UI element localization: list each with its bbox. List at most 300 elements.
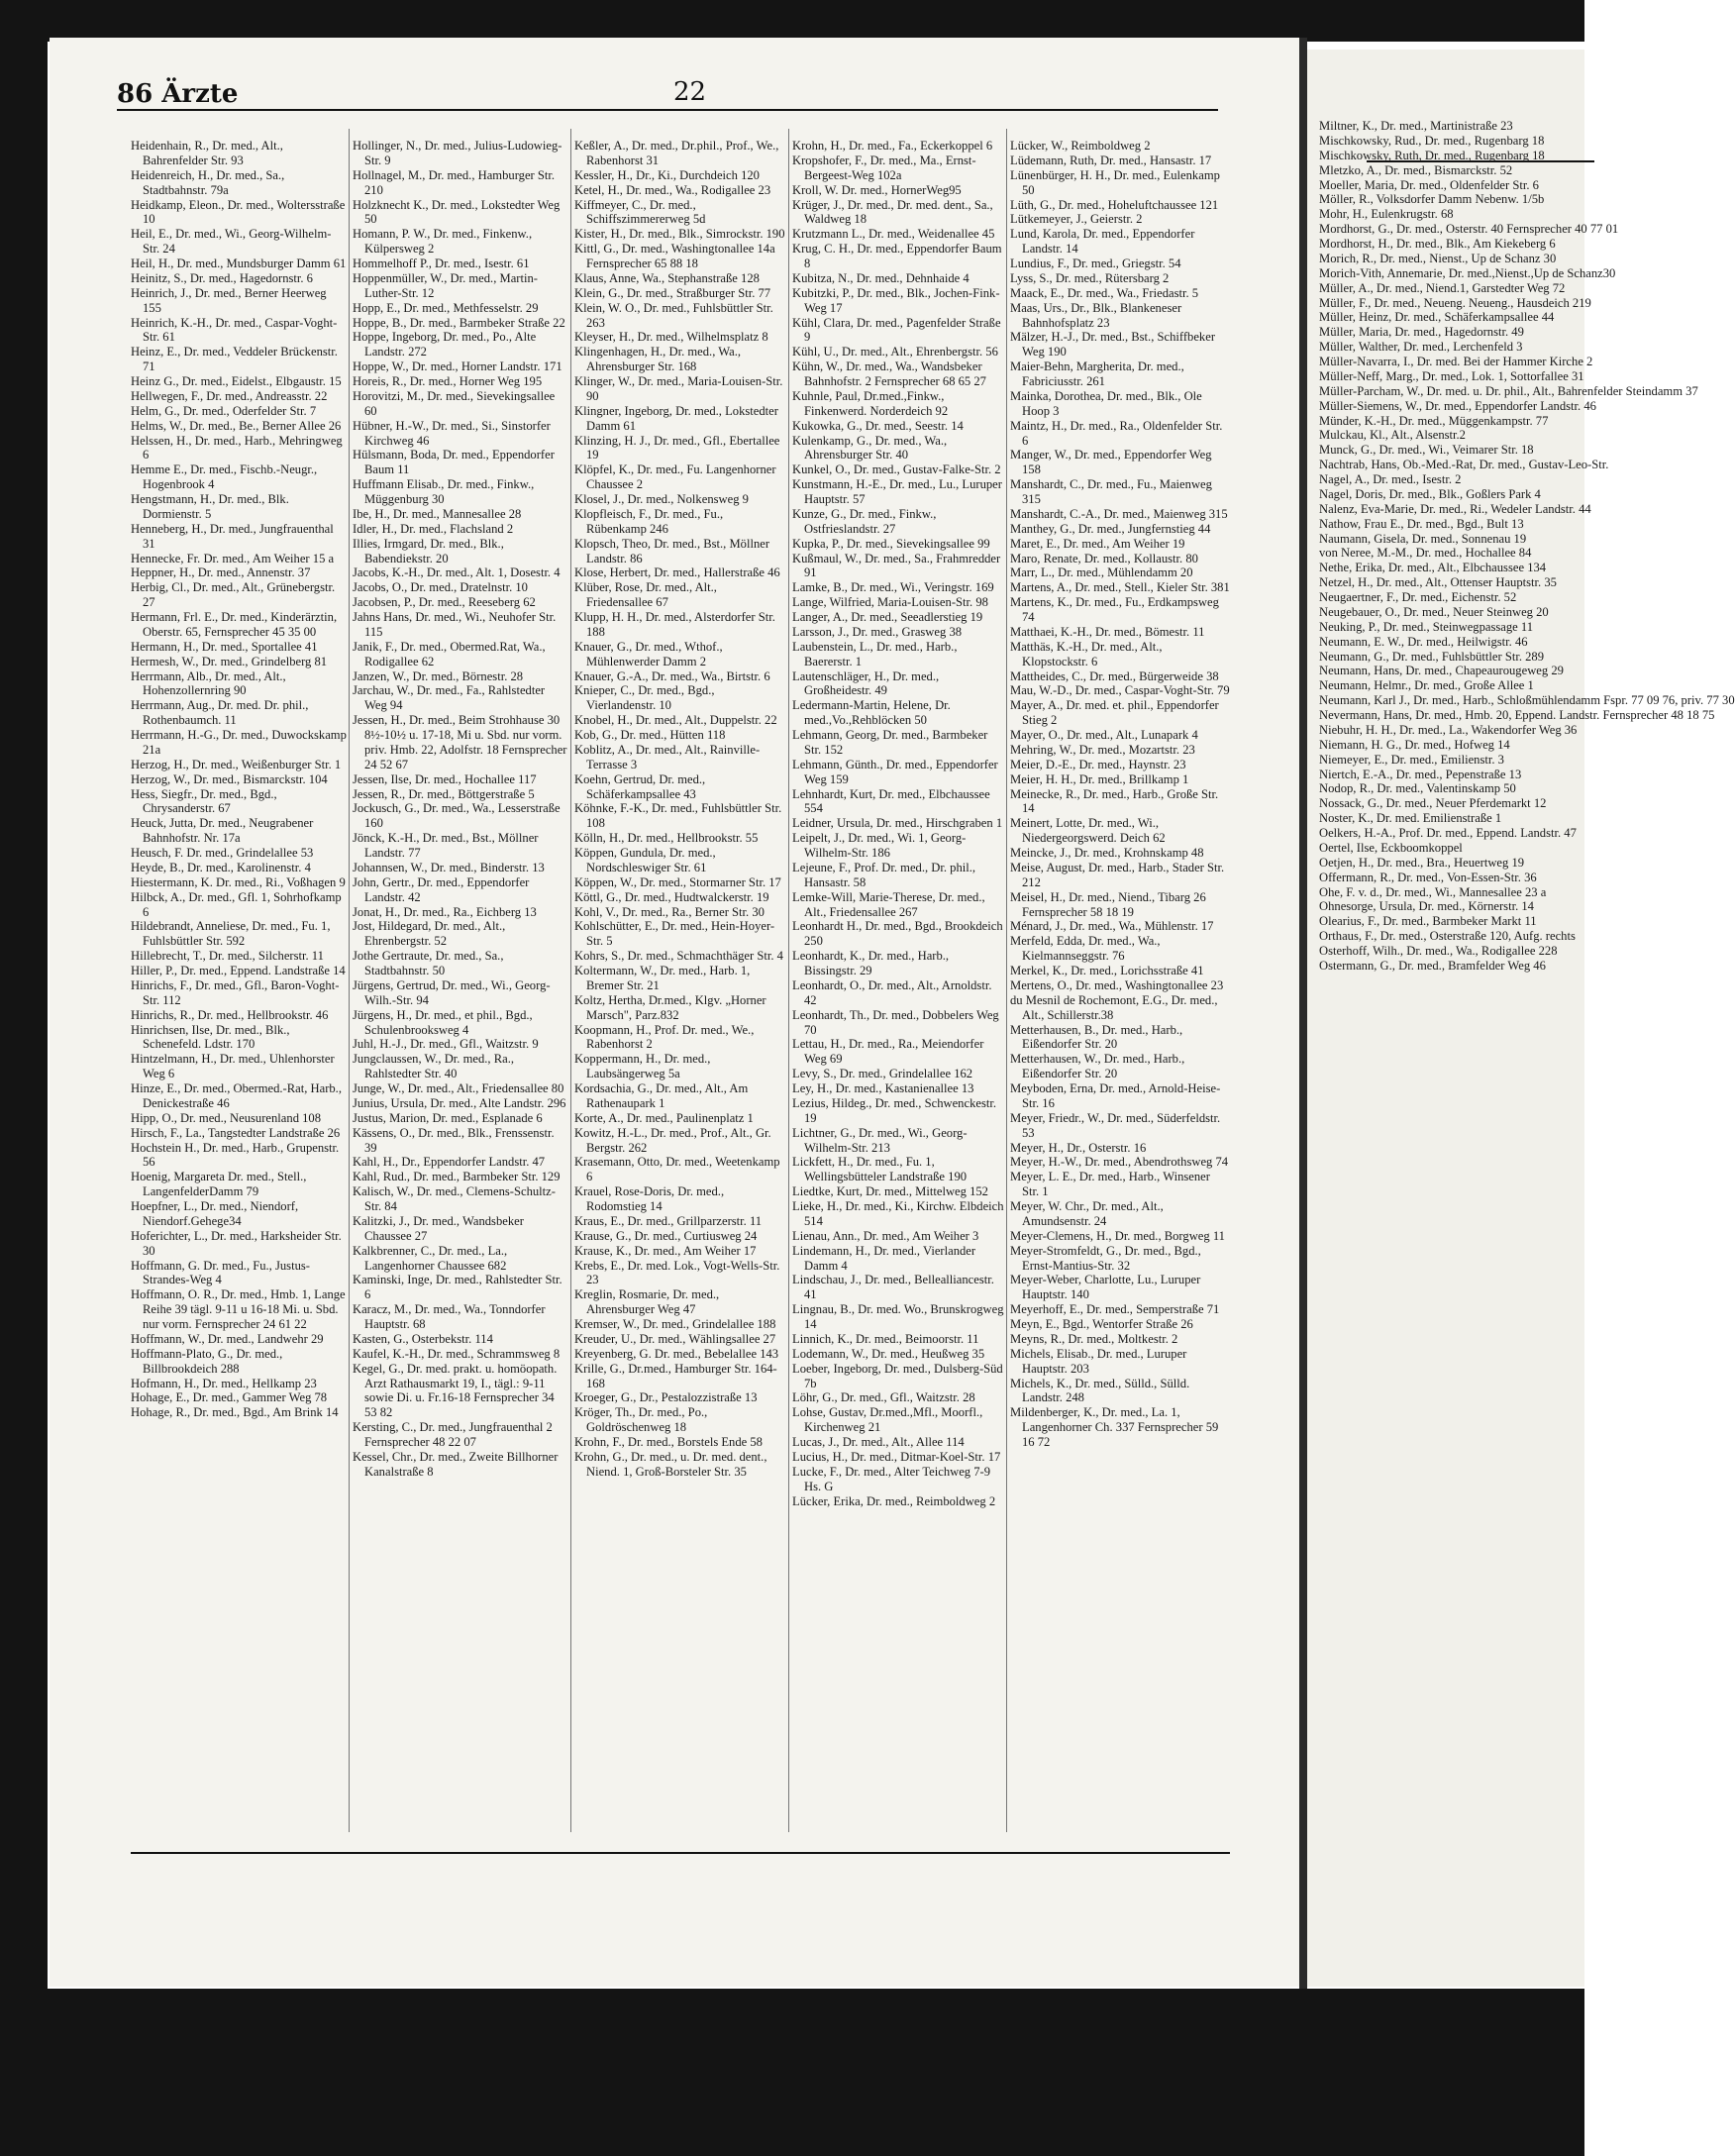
directory-entry: Hermesh, W., Dr. med., Grindelberg 81 <box>131 654 328 668</box>
directory-entry: Kußmaul, W., Dr. med., Sa., Frahmredder 91 <box>792 551 1001 580</box>
directory-entry: Ostermann, G., Dr. med., Bramfelder Weg 46 <box>1319 958 1546 973</box>
directory-entry: Kreyenberg, G. Dr. med., Bebelallee 143 <box>574 1346 779 1361</box>
directory-entry: Meyer, Friedr., W., Dr. med., Süderfeldstr. 53 <box>1010 1110 1221 1140</box>
directory-entry: Lucius, H., Dr. med., Ditmar-Koel-Str. 17 <box>792 1449 1001 1464</box>
directory-entry: Niemann, H. G., Dr. med., Hofweg 14 <box>1319 737 1510 752</box>
directory-entry: Hengstmann, H., Dr. med., Blk. Dormienstr. 5 <box>131 492 289 521</box>
directory-entry: Kahl, Rud., Dr. med., Barmbeker Str. 129 <box>353 1170 561 1184</box>
directory-column-2 <box>353 139 568 1480</box>
directory-entry: Koppermann, H., Dr. med., Laubsängerweg 5a <box>574 1052 711 1081</box>
directory-entry: Koopmann, H., Prof. Dr. med., We., Rabenhorst 2 <box>574 1022 755 1052</box>
directory-entry: Munck, G., Dr. med., Wi., Veimarer Str. 18 <box>1319 443 1534 458</box>
directory-entry: Lange, Wilfried, Maria-Louisen-Str. 98 <box>792 595 988 610</box>
directory-entry: Klein, G., Dr. med., Straßburger Str. 77 <box>574 285 771 300</box>
directory-entry: Nagel, A., Dr. med., Isestr. 2 <box>1319 472 1462 486</box>
directory-entry: Levy, S., Dr. med., Grindelallee 162 <box>792 1067 973 1081</box>
directory-entry: Leonhardt H., Dr. med., Bgd., Brookdeich 250 <box>792 919 1003 949</box>
directory-entry: Müller-Navarra, I., Dr. med. Bei der Hammer Kirche 2 <box>1319 355 1593 368</box>
directory-entry: Kahl, H., Dr., Eppendorfer Landstr. 47 <box>353 1155 546 1170</box>
directory-entry: Hoppe, Ingeborg, Dr. med., Po., Alte Landstr. 272 <box>353 330 537 359</box>
directory-entry: Moeller, Maria, Dr. med., Oldenfelder Str. 6 <box>1319 177 1539 192</box>
directory-entry: Klingenhagen, H., Dr. med., Wa., Ahrensburger Str. 168 <box>574 345 742 374</box>
directory-entry: Krohn, F., Dr. med., Borstels Ende 58 <box>574 1435 763 1449</box>
directory-entry: Herzog, W., Dr. med., Bismarckstr. 104 <box>131 771 328 786</box>
directory-entry: Kegel, G., Dr. med. prakt. u. homöopath. Arzt Rathausmarkt 19, I., tägl.: 9-11 sowie Di. u. Fr.16-18 Fernsprecher 34 53 82 <box>353 1361 558 1420</box>
directory-entry: Osterhoff, Wilh., Dr. med., Wa., Rodigallee 228 <box>1319 944 1558 958</box>
directory-entry: Oelkers, H.-A., Prof. Dr. med., Eppend. Landstr. 47 <box>1319 826 1577 840</box>
directory-entry: Lucas, J., Dr. med., Alt., Allee 114 <box>792 1435 965 1449</box>
directory-entry: Kroll, W. Dr. med., HornerWeg95 <box>792 182 962 197</box>
directory-entry: Meier, H. H., Dr. med., Brillkamp 1 <box>1010 771 1189 786</box>
directory-entry: Köhnke, F.-K., Dr. med., Fuhlsbüttler Str. 108 <box>574 801 782 831</box>
directory-entry: Knauer, G.-A., Dr. med., Wa., Birtstr. 6 <box>574 668 770 683</box>
directory-entry: Knobel, H., Dr. med., Alt., Duppelstr. 22 <box>574 713 777 728</box>
directory-entry: Meincke, J., Dr. med., Krohnskamp 48 <box>1010 846 1204 860</box>
column-divider <box>349 129 350 1832</box>
directory-entry: Mischkowsky, Ruth, Dr. med., Rugenbarg 18 <box>1319 148 1545 162</box>
directory-entry: Hinrichs, F., Dr. med., Gfl., Baron-Voght-Str. 112 <box>131 977 340 1007</box>
directory-entry: Müller, F., Dr. med., Neueng. Neueng., Hausdeich 219 <box>1319 295 1591 310</box>
directory-entry: Hilbck, A., Dr. med., Gfl. 1, Sohrhofkamp 6 <box>131 889 342 919</box>
directory-entry: Jessen, H., Dr. med., Beim Strohhause 30 8½-10½ u. 17-18, Mi u. Sbd. nur vorm. priv. Hmb. 22, Adolfstr. 18 Fernsprecher 24 52 67 <box>353 713 567 771</box>
directory-entry: Metterhausen, B., Dr. med., Harb., Eißendorfer Str. 20 <box>1010 1022 1183 1052</box>
directory-entry: Hoffmann, G. Dr. med., Fu., Justus-Strandes-Weg 4 <box>131 1258 310 1287</box>
directory-entry: Hohage, E., Dr. med., Gammer Weg 78 <box>131 1390 328 1405</box>
directory-entry: Meyer-Weber, Charlotte, Lu., Luruper Hauptstr. 140 <box>1010 1273 1201 1302</box>
directory-entry: Kister, H., Dr. med., Blk., Simrockstr. 190 <box>574 227 785 242</box>
directory-entry: Lücker, Erika, Dr. med., Reimboldweg 2 <box>792 1493 996 1508</box>
directory-entry: Hemme E., Dr. med., Fischb.-Neugr., Hogenbrook 4 <box>131 462 318 492</box>
directory-entry: Klaus, Anne, Wa., Stephanstraße 128 <box>574 270 760 285</box>
directory-entry: Neugaertner, F., Dr. med., Eichenstr. 52 <box>1319 590 1517 604</box>
directory-entry: Lieke, H., Dr. med., Ki., Kirchw. Elbdeich 514 <box>792 1199 1004 1228</box>
directory-entry: Niebuhr, H. H., Dr. med., La., Wakendorfer Weg 36 <box>1319 722 1578 737</box>
directory-column-1 <box>131 139 347 1420</box>
footer-rule <box>131 1852 1230 1854</box>
directory-entry: Lohse, Gustav, Dr.med.,Mfl., Moorfl., Kirchenweg 21 <box>792 1405 983 1435</box>
directory-entry: Nagel, Doris, Dr. med., Blk., Goßlers Park 4 <box>1319 486 1541 501</box>
directory-entry: Langer, A., Dr. med., Seeadlerstieg 19 <box>792 610 983 624</box>
directory-entry: Klingner, Ingeborg, Dr. med., Lokstedter Damm 61 <box>574 403 778 433</box>
directory-entry: Naumann, Gisela, Dr. med., Sonnenau 19 <box>1319 531 1527 546</box>
directory-entry: Jessen, Ilse, Dr. med., Hochallee 117 <box>353 771 537 786</box>
directory-entry: du Mesnil de Rochemont, E.G., Dr. med., Alt., Schillerstr.38 <box>1010 992 1218 1022</box>
directory-entry: Huffmann Elisab., Dr. med., Finkw., Müggenburg 30 <box>353 477 535 506</box>
directory-entry: Meyns, R., Dr. med., Moltkestr. 2 <box>1010 1331 1178 1346</box>
directory-entry: Homann, P. W., Dr. med., Finkenw., Külpersweg 2 <box>353 227 533 257</box>
directory-entry: Nethe, Erika, Dr. med., Alt., Elbchaussee 134 <box>1319 561 1547 575</box>
directory-entry: Kühn, W., Dr. med., Wa., Wandsbeker Bahnhofstr. 2 Fernsprecher 68 65 27 <box>792 359 986 388</box>
directory-entry: Kohl, V., Dr. med., Ra., Berner Str. 30 <box>574 904 765 919</box>
directory-entry: Hoffmann, O. R., Dr. med., Hmb. 1, Lange Reihe 39 tägl. 9-11 u 16-18 Mi. u. Sbd. nur vorm. Fernsprecher 24 61 22 <box>131 1287 346 1331</box>
directory-entry: Michels, K., Dr. med., Sülld., Sülld. Landstr. 248 <box>1010 1376 1190 1405</box>
directory-entry: Krug, C. H., Dr. med., Eppendorfer Baum 8 <box>792 242 1002 270</box>
directory-entry: Müller, Walther, Dr. med., Lerchenfeld 3 <box>1319 340 1523 355</box>
directory-entry: Meinecke, R., Dr. med., Harb., Große Str. 14 <box>1010 786 1219 816</box>
directory-entry: Jockusch, G., Dr. med., Wa., Lesserstraße 160 <box>353 801 561 831</box>
directory-entry: Lindschau, J., Dr. med., Bellealliancestr. 41 <box>792 1273 994 1302</box>
directory-entry: Köppen, W., Dr. med., Stormarner Str. 17 <box>574 874 781 889</box>
directory-entry: Müller-Neff, Marg., Dr. med., Lok. 1, Sottorfallee 31 <box>1319 368 1584 383</box>
directory-entry: Klein, W. O., Dr. med., Fuhlsbüttler Str. 263 <box>574 300 773 330</box>
directory-entry: Lütkemeyer, J., Geierstr. 2 <box>1010 212 1143 227</box>
directory-entry: Meyer, H., Dr., Osterstr. 16 <box>1010 1140 1147 1155</box>
directory-entry: Mertens, O., Dr. med., Washingtonallee 23 <box>1010 977 1224 992</box>
directory-entry: Mayer, O., Dr. med., Alt., Lunapark 4 <box>1010 728 1198 742</box>
directory-entry: Neumann, E. W., Dr. med., Heilwigstr. 46 <box>1319 634 1528 649</box>
directory-entry: Mattheides, C., Dr. med., Bürgerweide 38 <box>1010 668 1219 683</box>
directory-entry: Kowitz, H.-L., Dr. med., Prof., Alt., Gr. Bergstr. 262 <box>574 1125 771 1155</box>
directory-entry: Krille, G., Dr.med., Hamburger Str. 164-168 <box>574 1361 777 1390</box>
directory-entry: Jacobs, O., Dr. med., Dratelnstr. 10 <box>353 580 528 595</box>
directory-entry: Merkel, K., Dr. med., Lorichsstraße 41 <box>1010 964 1204 977</box>
directory-entry: Heusch, F. Dr. med., Grindelallee 53 <box>131 846 314 860</box>
directory-entry: Hollnagel, M., Dr. med., Hamburger Str. 210 <box>353 167 556 197</box>
directory-entry: Kaminski, Inge, Dr. med., Rahlstedter Str. 6 <box>353 1273 562 1302</box>
directory-entry: Herrmann, Alb., Dr. med., Alt., Hohenzollernring 90 <box>131 668 286 698</box>
directory-entry: Ibe, H., Dr. med., Mannesallee 28 <box>353 506 522 521</box>
directory-entry: Hohage, R., Dr. med., Bgd., Am Brink 14 <box>131 1405 339 1420</box>
directory-entry: Mau, W.-D., Dr. med., Caspar-Voght-Str. 79 <box>1010 683 1230 698</box>
directory-entry: Lund, Karola, Dr. med., Eppendorfer Landstr. 14 <box>1010 227 1195 257</box>
directory-entry: Nachtrab, Hans, Ob.-Med.-Rat, Dr. med., Gustav-Leo-Str. <box>1319 458 1609 472</box>
directory-entry: Illies, Irmgard, Dr. med., Blk., Babendiekstr. 20 <box>353 536 504 565</box>
directory-entry: Keßler, A., Dr. med., Dr.phil., Prof., We., Rabenhorst 31 <box>574 139 779 167</box>
directory-entry: Heidkamp, Eleon., Dr. med., Woltersstraße 10 <box>131 197 346 227</box>
directory-entry: Hülsmann, Boda, Dr. med., Eppendorfer Baum 11 <box>353 448 555 477</box>
directory-entry: Meyer-Clemens, H., Dr. med., Borgweg 11 <box>1010 1228 1225 1243</box>
directory-entry: Koltermann, W., Dr. med., Harb. 1, Bremer Str. 21 <box>574 964 751 992</box>
directory-entry: Offermann, R., Dr. med., Von-Essen-Str. 36 <box>1319 870 1537 884</box>
directory-entry: Mainka, Dorothea, Dr. med., Blk., Ole Hoop 3 <box>1010 388 1202 418</box>
directory-entry: Holzknecht K., Dr. med., Lokstedter Weg 50 <box>353 197 561 227</box>
directory-entry: Möller, R., Volksdorfer Damm Nebenw. 1/5b <box>1319 192 1545 207</box>
directory-entry: Klinzing, H. J., Dr. med., Gfl., Ebertallee 19 <box>574 433 780 462</box>
directory-entry: Mehring, W., Dr. med., Mozartstr. 23 <box>1010 742 1195 757</box>
directory-entry: Meise, August, Dr. med., Harb., Stader Str. 212 <box>1010 860 1225 889</box>
directory-entry: Neugebauer, O., Dr. med., Neuer Steinweg 20 <box>1319 604 1549 619</box>
directory-entry: Merfeld, Edda, Dr. med., Wa., Kielmannseggstr. 76 <box>1010 934 1161 964</box>
directory-entry: Laubenstein, L., Dr. med., Harb., Baererstr. 1 <box>792 639 958 668</box>
directory-entry: Nevermann, Hans, Dr. med., Hmb. 20, Eppend. Landstr. Fernsprecher 48 18 75 <box>1319 708 1715 722</box>
directory-entry: Kühl, U., Dr. med., Alt., Ehrenbergstr. 56 <box>792 345 998 359</box>
directory-entry: Hiestermann, K. Dr. med., Ri., Voßhagen 9 <box>131 874 346 889</box>
directory-entry: Lüdemann, Ruth, Dr. med., Hansastr. 17 <box>1010 153 1212 167</box>
directory-entry: Herrmann, H.-G., Dr. med., Duwockskamp 21a <box>131 728 347 757</box>
directory-entry: Kraus, E., Dr. med., Grillparzerstr. 11 <box>574 1213 763 1228</box>
directory-entry: Ledermann-Martin, Helene, Dr. med.,Vo.,Rehblöcken 50 <box>792 698 951 728</box>
directory-entry: Janik, F., Dr. med., Obermed.Rat, Wa., Rodigallee 62 <box>353 639 546 668</box>
right-page-column <box>1307 119 1735 974</box>
directory-entry: Heil, H., Dr. med., Mundsburger Damm 61 <box>131 257 347 270</box>
directory-entry: Jönck, K.-H., Dr. med., Bst., Möllner Landstr. 77 <box>353 831 539 860</box>
directory-entry: Münder, K.-H., Dr. med., Müggenkampstr. 77 <box>1319 413 1549 428</box>
directory-entry: Kessel, Chr., Dr. med., Zweite Billhorner Kanalstraße 8 <box>353 1449 559 1479</box>
directory-entry: Koehn, Gertrud, Dr. med., Schäferkampsallee 43 <box>574 771 706 801</box>
directory-entry: Krohn, H., Dr. med., Fa., Eckerkoppel 6 <box>792 139 993 153</box>
directory-entry: Jarchau, W., Dr. med., Fa., Rahlstedter Weg 94 <box>353 683 546 713</box>
directory-entry: Maas, Urs., Dr., Blk., Blankeneser Bahnhofsplatz 23 <box>1010 300 1182 330</box>
directory-entry: Koblitz, A., Dr. med., Alt., Rainville-Terrasse 3 <box>574 742 761 771</box>
directory-entry: Lünenbürger, H. H., Dr. med., Eulenkamp 50 <box>1010 167 1220 197</box>
directory-entry: Kohlschütter, E., Dr. med., Hein-Hoyer-Str. 5 <box>574 919 775 949</box>
directory-entry: Meier, D.-E., Dr. med., Haynstr. 23 <box>1010 757 1186 771</box>
directory-entry: Lodemann, W., Dr. med., Heußweg 35 <box>792 1346 985 1361</box>
directory-entry: Hopp, E., Dr. med., Methfesselstr. 29 <box>353 300 539 315</box>
directory-entry: Liedtke, Kurt, Dr. med., Mittelweg 152 <box>792 1184 988 1199</box>
directory-entry: Korte, A., Dr. med., Paulinenplatz 1 <box>574 1110 754 1125</box>
directory-entry: Kalitzki, J., Dr. med., Wandsbeker Chaussee 27 <box>353 1213 524 1243</box>
directory-entry: Hellwegen, F., Dr. med., Andreasstr. 22 <box>131 388 328 403</box>
directory-entry: Heidenhain, R., Dr. med., Alt., Bahrenfelder Str. 93 <box>131 139 283 167</box>
directory-entry: Heinrich, K.-H., Dr. med., Caspar-Voght-Str. 61 <box>131 315 338 345</box>
directory-entry: Loeber, Ingeborg, Dr. med., Dulsberg-Süd 7b <box>792 1361 1003 1390</box>
directory-entry: Krasemann, Otto, Dr. med., Weetenkamp 6 <box>574 1155 780 1184</box>
directory-entry: Helssen, H., Dr. med., Harb., Mehringweg 6 <box>131 433 343 462</box>
directory-column-3 <box>574 139 786 1480</box>
directory-entry: Hinrichsen, Ilse, Dr. med., Blk., Schenefeld. Ldstr. 170 <box>131 1022 290 1052</box>
directory-entry: Kukowka, G., Dr. med., Seestr. 14 <box>792 418 964 433</box>
directory-entry: Hoppe, B., Dr. med., Barmbeker Straße 22 <box>353 315 565 330</box>
directory-entry: Leonhardt, Th., Dr. med., Dobbelers Weg 70 <box>792 1007 999 1037</box>
directory-entry: Krohn, G., Dr. med., u. Dr. med. dent., Niend. 1, Groß-Borsteler Str. 35 <box>574 1449 767 1479</box>
directory-entry: Kiffmeyer, C., Dr. med., Schiffszimmererweg 5d <box>574 197 706 227</box>
directory-entry: Heidenreich, H., Dr. med., Sa., Stadtbahnstr. 79a <box>131 167 285 197</box>
directory-entry: Leipelt, J., Dr. med., Wi. 1, Georg-Wilhelm-Str. 186 <box>792 831 967 860</box>
directory-entry: Manger, W., Dr. med., Eppendorfer Weg 158 <box>1010 448 1212 477</box>
directory-entry: Linnich, K., Dr. med., Beimoorstr. 11 <box>792 1331 979 1346</box>
scan-border-bottom <box>0 1989 1584 2156</box>
directory-entry: Heinz, E., Dr. med., Veddeler Brückenstr. 71 <box>131 345 338 374</box>
directory-entry: Oetjen, H., Dr. med., Bra., Heuertweg 19 <box>1319 855 1525 870</box>
directory-entry: Manshardt, C., Dr. med., Fu., Maienweg 315 <box>1010 477 1212 506</box>
directory-entry: Mulckau, Kl., Alt., Alsenstr.2 <box>1319 428 1466 443</box>
directory-entry: Köppen, Gundula, Dr. med., Nordschleswiger Str. 61 <box>574 846 716 874</box>
directory-entry: Hoffmann, W., Dr. med., Landwehr 29 <box>131 1331 324 1346</box>
directory-entry: Müller, A., Dr. med., Niend.1, Garstedter Weg 72 <box>1319 280 1566 295</box>
directory-entry: Morich-Vith, Annemarie, Dr. med.,Nienst.,Up de Schanz30 <box>1319 265 1616 280</box>
directory-entry: Jungclaussen, W., Dr. med., Ra., Rahlstedter Str. 40 <box>353 1052 515 1081</box>
directory-entry: von Neree, M.-M., Dr. med., Hochallee 84 <box>1319 546 1532 561</box>
directory-entry: Maret, E., Dr. med., Am Weiher 19 <box>1010 536 1185 551</box>
directory-entry: Hinze, E., Dr. med., Obermed.-Rat, Harb., Denickestraße 46 <box>131 1081 342 1110</box>
directory-entry: Ohnesorge, Ursula, Dr. med., Körnerstr. 14 <box>1319 899 1534 914</box>
directory-entry: Jacobs, K.-H., Dr. med., Alt. 1, Dosestr. 4 <box>353 565 561 580</box>
directory-entry: Lücker, W., Reimboldweg 2 <box>1010 139 1151 153</box>
directory-entry: Lezius, Hildeg., Dr. med., Schwenckestr. 19 <box>792 1095 997 1125</box>
directory-entry: Hess, Siegfr., Dr. med., Bgd., Chrysanderstr. 67 <box>131 786 277 816</box>
directory-entry: Lettau, H., Dr. med., Ra., Meiendorfer Weg 69 <box>792 1037 984 1067</box>
directory-entry: Hermann, Frl. E., Dr. med., Kinderärztin, Oberstr. 65, Fernsprecher 45 35 00 <box>131 610 338 639</box>
directory-entry: Horeis, R., Dr. med., Horner Weg 195 <box>353 374 543 388</box>
directory-entry: Jürgens, H., Dr. med., et phil., Bgd., Schulenbrooksweg 4 <box>353 1007 533 1037</box>
directory-entry: Herzog, H., Dr. med., Weißenburger Str. 1 <box>131 757 342 771</box>
scan-border-left <box>0 0 48 2156</box>
directory-entry: Klupp, H. H., Dr. med., Alsterdorfer Str. 188 <box>574 610 775 639</box>
directory-entry: Olearius, F., Dr. med., Barmbeker Markt 11 <box>1319 914 1537 929</box>
directory-entry: Meyer-Stromfeldt, G., Dr. med., Bgd., Ernst-Mantius-Str. 32 <box>1010 1243 1201 1273</box>
directory-entry: Hoppenmüller, W., Dr. med., Martin-Luther-Str. 12 <box>353 270 538 300</box>
directory-entry: Lindemann, H., Dr. med., Vierlander Damm 4 <box>792 1243 976 1273</box>
directory-entry: Johannsen, W., Dr. med., Binderstr. 13 <box>353 860 545 874</box>
directory-entry: Niemeyer, E., Dr. med., Emilienstr. 3 <box>1319 752 1504 767</box>
directory-entry: Matthäs, K.-H., Dr. med., Alt., Klopstockstr. 6 <box>1010 639 1163 668</box>
directory-entry: Neumann, Karl J., Dr. med., Harb., Schloßmühlendamm Fspr. 77 09 76, priv. 77 30 <box>1319 693 1735 708</box>
directory-entry: Lamke, B., Dr. med., Wi., Veringstr. 169 <box>792 580 994 595</box>
directory-entry: Hoffmann-Plato, G., Dr. med., Billbrookdeich 288 <box>131 1346 283 1376</box>
directory-entry: Karacz, M., Dr. med., Wa., Tonndorfer Hauptstr. 68 <box>353 1302 546 1331</box>
directory-entry: Neuking, P., Dr. med., Steinwegpassage 11 <box>1319 619 1534 634</box>
directory-entry: Lüth, G., Dr. med., Hoheluftchaussee 121 <box>1010 197 1219 212</box>
directory-entry: Jothe Gertraute, Dr. med., Sa., Stadtbahnstr. 50 <box>353 949 504 977</box>
directory-entry: Leidner, Ursula, Dr. med., Hirschgraben 1 <box>792 816 1003 831</box>
directory-entry: Nalenz, Eva-Marie, Dr. med., Ri., Wedeler Landstr. 44 <box>1319 501 1591 516</box>
directory-entry: Heuck, Jutta, Dr. med., Neugrabener Bahnhofstr. Nr. 17a <box>131 816 314 846</box>
directory-entry: Hinrichs, R., Dr. med., Hellbrookstr. 46 <box>131 1007 329 1022</box>
directory-entry: Kölln, H., Dr. med., Hellbrookstr. 55 <box>574 831 759 846</box>
directory-entry: Knauer, G., Dr. med., Wthof., Mühlenwerder Damm 2 <box>574 639 723 668</box>
directory-entry: Larsson, J., Dr. med., Grasweg 38 <box>792 624 963 639</box>
directory-entry: Kreglin, Rosmarie, Dr. med., Ahrensburger Weg 47 <box>574 1287 720 1317</box>
directory-entry: Kordsachia, G., Dr. med., Alt., Am Rathenaupark 1 <box>574 1081 749 1110</box>
directory-entry: Heinitz, S., Dr. med., Hagedornstr. 6 <box>131 270 313 285</box>
directory-entry: Jahns Hans, Dr. med., Wi., Neuhofer Str. 115 <box>353 610 557 639</box>
directory-entry: Krebs, E., Dr. med. Lok., Vogt-Wells-Str. 23 <box>574 1258 780 1287</box>
directory-page-right <box>1307 50 1735 1987</box>
directory-entry: Kunstmann, H.-E., Dr. med., Lu., Luruper Hauptstr. 57 <box>792 477 1002 506</box>
directory-entry: Meyerhoff, E., Dr. med., Semperstraße 71 <box>1010 1302 1220 1317</box>
directory-entry: Lucke, F., Dr. med., Alter Teichweg 7-9 Hs. G <box>792 1464 991 1493</box>
directory-entry: Jürgens, Gertrud, Dr. med., Wi., Georg-Wilh.-Str. 94 <box>353 977 551 1007</box>
directory-entry: Meisel, H., Dr. med., Niend., Tibarg 26 Fernsprecher 58 18 19 <box>1010 889 1206 919</box>
directory-entry: Meyboden, Erna, Dr. med., Arnold-Heise-Str. 16 <box>1010 1081 1221 1110</box>
directory-column-4 <box>792 139 1004 1508</box>
directory-entry: Kühl, Clara, Dr. med., Pagenfelder Straße 9 <box>792 315 1001 345</box>
directory-entry: Hollinger, N., Dr. med., Julius-Ludowieg-Str. 9 <box>353 139 562 167</box>
directory-entry: Maier-Behn, Margherita, Dr. med., Fabriciusstr. 261 <box>1010 359 1184 388</box>
directory-entry: Leonhardt, O., Dr. med., Alt., Arnoldstr. 42 <box>792 977 992 1007</box>
directory-entry: Kubitza, N., Dr. med., Dehnhaide 4 <box>792 270 970 285</box>
directory-entry: Lichtner, G., Dr. med., Wi., Georg-Wilhelm-Str. 213 <box>792 1125 968 1155</box>
directory-entry: Miltner, K., Dr. med., Martinistraße 23 <box>1319 119 1513 133</box>
directory-entry: Ménard, J., Dr. med., Wa., Mühlenstr. 17 <box>1010 919 1214 934</box>
directory-entry: Maro, Renate, Dr. med., Kollaustr. 80 <box>1010 551 1198 565</box>
directory-entry: Martens, A., Dr. med., Stell., Kieler Str. 381 <box>1010 580 1230 595</box>
directory-entry: Mordhorst, G., Dr. med., Osterstr. 40 Fernsprecher 40 77 01 <box>1319 222 1619 237</box>
directory-entry: Martens, K., Dr. med., Fu., Erdkampsweg 74 <box>1010 595 1219 624</box>
directory-entry: Mälzer, H.-J., Dr. med., Bst., Schiffbeker Weg 190 <box>1010 330 1216 359</box>
directory-entry: Kaufel, K.-H., Dr. med., Schrammsweg 8 <box>353 1346 561 1361</box>
column-divider <box>788 129 789 1832</box>
directory-entry: Klose, Herbert, Dr. med., Hallerstraße 46 <box>574 565 780 580</box>
directory-entry: Kob, G., Dr. med., Hütten 118 <box>574 728 726 742</box>
directory-entry: Helms, W., Dr. med., Be., Berner Allee 26 <box>131 418 342 433</box>
directory-entry: Idler, H., Dr. med., Flachsland 2 <box>353 521 514 536</box>
directory-entry: Meyn, E., Bgd., Wentorfer Straße 26 <box>1010 1317 1193 1331</box>
directory-entry: Krutzmann L., Dr. med., Weidenallee 45 <box>792 227 995 242</box>
directory-entry: Müller, Heinz, Dr. med., Schäferkampsallee 44 <box>1319 310 1555 325</box>
directory-entry: Mildenberger, K., Dr. med., La. 1, Langenhorner Ch. 337 Fernsprecher 59 16 72 <box>1010 1405 1219 1449</box>
directory-entry: Lejeune, F., Prof. Dr. med., Dr. phil., Hansastr. 58 <box>792 860 976 889</box>
directory-entry: Hipp, O., Dr. med., Neusurenland 108 <box>131 1110 322 1125</box>
directory-entry: Netzel, H., Dr. med., Alt., Ottenser Hauptstr. 35 <box>1319 575 1557 590</box>
page-number-section-title: 86 Ärzte <box>117 79 239 109</box>
directory-entry: Helm, G., Dr. med., Oderfelder Str. 7 <box>131 403 317 418</box>
directory-entry: Heil, E., Dr. med., Wi., Georg-Wilhelm-Str. 24 <box>131 227 332 257</box>
directory-entry: Klinger, W., Dr. med., Maria-Louisen-Str. 90 <box>574 374 783 403</box>
directory-entry: Hommelhoff P., Dr. med., Isestr. 61 <box>353 257 530 270</box>
directory-entry: Kässens, O., Dr. med., Blk., Frenssenstr. 39 <box>353 1125 555 1155</box>
directory-entry: Junius, Ursula, Dr. med., Alte Landstr. 296 <box>353 1095 566 1110</box>
directory-entry: Kreuder, U., Dr. med., Wählingsallee 27 <box>574 1331 776 1346</box>
directory-entry: Hildebrandt, Anneliese, Dr. med., Fu. 1, Fuhlsbüttler Str. 592 <box>131 919 331 949</box>
directory-entry: Ley, H., Dr. med., Kastanienallee 13 <box>792 1081 974 1095</box>
book-gutter <box>1299 38 1307 1989</box>
directory-entry: Oertel, Ilse, Eckboomkoppel <box>1319 840 1463 855</box>
directory-entry: Meinert, Lotte, Dr. med., Wi., Niedergeorgswerd. Deich 62 <box>1010 816 1166 846</box>
directory-entry: Lickfett, H., Dr. med., Fu. 1, Wellingsbütteler Landstraße 190 <box>792 1155 968 1184</box>
directory-entry: Hoferichter, L., Dr. med., Harksheider Str. 30 <box>131 1228 342 1258</box>
directory-column-5 <box>1010 139 1230 1450</box>
directory-entry: Klöpfel, K., Dr. med., Fu. Langenhorner Chaussee 2 <box>574 462 776 492</box>
directory-entry: Kasten, G., Osterbekstr. 114 <box>353 1331 493 1346</box>
directory-entry: Maack, E., Dr. med., Wa., Friedastr. 5 <box>1010 285 1199 300</box>
directory-entry: Henneberg, H., Dr. med., Jungfrauenthal 31 <box>131 521 334 551</box>
directory-entry: John, Gertr., Dr. med., Eppendorfer Landstr. 42 <box>353 874 530 904</box>
directory-entry: Lundius, F., Dr. med., Griegstr. 54 <box>1010 257 1181 270</box>
directory-entry: Marr, L., Dr. med., Mühlendamm 20 <box>1010 565 1193 580</box>
directory-entry: Lehmann, Günth., Dr. med., Eppendorfer Weg 159 <box>792 757 998 786</box>
directory-entry: Metterhausen, W., Dr. med., Harb., Eißendorfer Str. 20 <box>1010 1052 1185 1081</box>
directory-entry: Jessen, R., Dr. med., Böttgerstraße 5 <box>353 786 535 801</box>
directory-entry: Lehnhardt, Kurt, Dr. med., Elbchaussee 554 <box>792 786 990 816</box>
directory-entry: Nathow, Frau E., Dr. med., Bgd., Bult 13 <box>1319 516 1524 531</box>
directory-entry: Lyss, S., Dr. med., Rütersbarg 2 <box>1010 270 1170 285</box>
directory-entry: Kalisch, W., Dr. med., Clemens-Schultz-Str. 84 <box>353 1184 556 1213</box>
directory-entry: Niertch, E.-A., Dr. med., Pepenstraße 13 <box>1319 767 1522 781</box>
directory-entry: Kittl, G., Dr. med., Washingtonallee 14a Fernsprecher 65 88 18 <box>574 242 775 270</box>
scan-border-top <box>0 0 1584 42</box>
directory-entry: Kupka, P., Dr. med., Sievekingsallee 99 <box>792 536 990 551</box>
directory-entry: Manthey, G., Dr. med., Jungfernstieg 44 <box>1010 521 1211 536</box>
directory-entry: Kessler, H., Dr., Ki., Durchdeich 120 <box>574 167 760 182</box>
directory-entry: Michels, Elisab., Dr. med., Luruper Hauptstr. 203 <box>1010 1346 1187 1376</box>
directory-entry: Hintzelmann, H., Dr. med., Uhlenhorster Weg 6 <box>131 1052 335 1081</box>
directory-entry: Hoepfner, L., Dr. med., Niendorf, Niendorf.Gehege34 <box>131 1199 299 1228</box>
column-divider <box>1006 129 1007 1832</box>
directory-entry: Noster, K., Dr. med. Emilienstraße 1 <box>1319 811 1502 826</box>
directory-entry: Müller, Maria, Dr. med., Hagedornstr. 49 <box>1319 325 1524 340</box>
directory-entry: Kuhnle, Paul, Dr.med.,Finkw., Finkenwerd. Norderdeich 92 <box>792 388 949 418</box>
directory-entry: Klopfleisch, F., Dr. med., Fu., Rübenkamp 246 <box>574 506 724 536</box>
directory-entry: Müller-Siemens, W., Dr. med., Eppendorfer Landstr. 46 <box>1319 398 1596 413</box>
directory-entry: Klosel, J., Dr. med., Nolkensweg 9 <box>574 492 749 506</box>
directory-entry: Orthaus, F., Dr. med., Osterstraße 120, Aufg. rechts <box>1319 929 1576 944</box>
directory-entry: Meyer, H.-W., Dr. med., Abendrothsweg 74 <box>1010 1155 1229 1170</box>
directory-entry: Kunkel, O., Dr. med., Gustav-Falke-Str. 2 <box>792 462 1001 477</box>
directory-entry: Krüger, J., Dr. med., Dr. med. dent., Sa., Waldweg 18 <box>792 197 993 227</box>
directory-entry: Hiller, P., Dr. med., Eppend. Landstraße 14 <box>131 964 346 977</box>
directory-entry: Klüber, Rose, Dr. med., Alt., Friedensallee 67 <box>574 580 717 610</box>
directory-entry: Kubitzki, P., Dr. med., Blk., Jochen-Fink-Weg 17 <box>792 285 1000 315</box>
directory-entry: Justus, Marion, Dr. med., Esplanade 6 <box>353 1110 543 1125</box>
directory-entry: Hennecke, Fr. Dr. med., Am Weiher 15 a <box>131 551 335 565</box>
directory-entry: Lingnau, B., Dr. med. Wo., Brunskrogweg 14 <box>792 1302 1004 1331</box>
directory-entry: Juhl, H.-J., Dr. med., Gfl., Waitzstr. 9 <box>353 1037 539 1052</box>
directory-entry: Herrmann, Aug., Dr. med. Dr. phil., Rothenbaumch. 11 <box>131 698 309 728</box>
directory-entry: Hirsch, F., La., Tangstedter Landstraße 26 <box>131 1125 341 1140</box>
directory-entry: Hillebrecht, T., Dr. med., Silcherstr. 11 <box>131 949 324 964</box>
